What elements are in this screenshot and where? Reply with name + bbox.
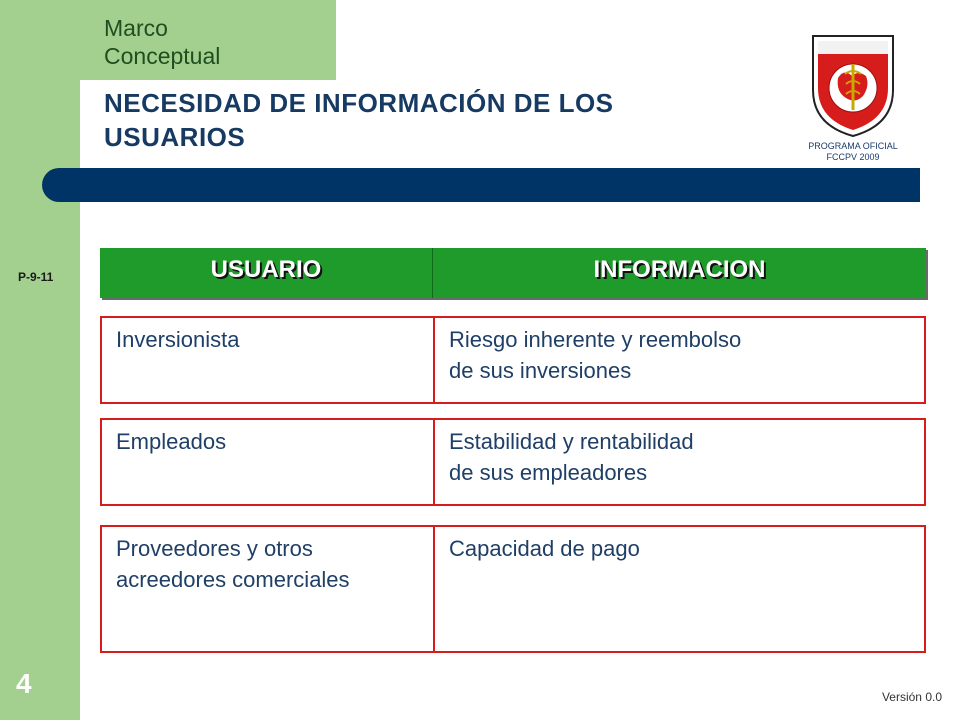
info-line2: de sus inversiones xyxy=(449,358,632,383)
page-title: NECESIDAD DE INFORMACIÓN DE LOS USUARIOS xyxy=(104,88,614,152)
info-line1: Capacidad de pago xyxy=(449,536,640,561)
header-divider-bar xyxy=(42,168,920,202)
section-label-line1: Marco xyxy=(104,15,168,41)
logo-caption-line2: FCCPV 2009 xyxy=(826,152,880,162)
section-label xyxy=(104,14,220,70)
info-line1: Estabilidad y rentabilidad xyxy=(449,429,694,454)
section-label-line2: Conceptual xyxy=(104,43,221,69)
user-cell: Inversionista xyxy=(102,318,435,402)
user-cell: Empleados xyxy=(102,420,435,504)
page-reference: P-9-11 xyxy=(18,270,54,284)
info-cell xyxy=(435,420,924,504)
info-line2: de sus empleadores xyxy=(449,460,648,485)
user-cell xyxy=(102,527,435,651)
logo-caption-line1: PROGRAMA OFICIAL xyxy=(808,141,898,151)
table-header xyxy=(100,248,926,298)
column-header-usuario: USUARIO xyxy=(100,248,433,298)
slide-number: 4 xyxy=(16,668,32,699)
table-row xyxy=(100,525,926,653)
user-line2: acreedores comerciales xyxy=(116,567,350,592)
version-label: Versión 0.0 xyxy=(881,690,942,704)
info-cell xyxy=(435,527,924,651)
logo-caption xyxy=(790,141,916,163)
left-band xyxy=(0,0,80,720)
user-line1: Proveedores y otros xyxy=(116,536,313,561)
column-header-informacion: INFORMACION xyxy=(593,256,766,283)
info-line1: Riesgo inherente y reembolso xyxy=(449,327,742,352)
ccpv-logo xyxy=(808,30,898,140)
table-row xyxy=(100,316,926,404)
info-cell xyxy=(435,318,924,402)
table-row xyxy=(100,418,926,506)
